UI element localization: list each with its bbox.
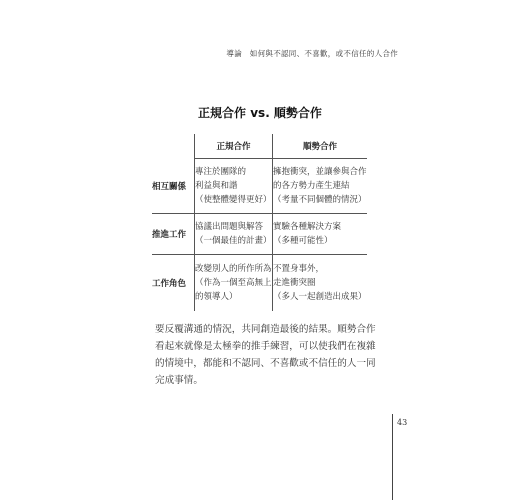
formal-cell bbox=[195, 214, 273, 255]
cell-line: 協議出問題與解答 bbox=[195, 222, 264, 232]
cell-line: （作為一個至高無上 bbox=[195, 278, 272, 288]
page-number-divider bbox=[392, 414, 393, 500]
row-label: 推進工作 bbox=[152, 214, 195, 255]
cell-line: 擁抱衝突，並讓參與合作 bbox=[273, 167, 367, 177]
paragraph-line: 的情境中，都能和不認同、不喜歡或不信任的人一同 bbox=[155, 358, 376, 369]
paragraph-line: 完成事情。 bbox=[155, 375, 203, 386]
cell-line: 專注於團隊的 bbox=[195, 167, 247, 177]
body-paragraph bbox=[155, 321, 385, 389]
table-title: 正規合作 vs. 順勢合作 bbox=[198, 106, 322, 120]
table-corner bbox=[152, 134, 195, 159]
cell-line: （使整體變得更好） bbox=[195, 195, 272, 205]
table-header-row bbox=[152, 134, 367, 159]
cell-line: （多人一起創造出成果） bbox=[273, 292, 367, 302]
table-row bbox=[152, 214, 367, 255]
cell-line: 的領導人） bbox=[195, 292, 238, 302]
formal-cell bbox=[195, 159, 273, 214]
cell-line: 改變別人的所作所為 bbox=[195, 264, 272, 274]
cell-line: 的各方勢力產生連結 bbox=[273, 181, 350, 191]
flow-cell bbox=[273, 255, 368, 312]
cell-line: （一個最佳的計畫） bbox=[195, 236, 272, 246]
cell-line: （考量不同個體的情況） bbox=[273, 195, 367, 205]
cell-line: 走進衝突圈 bbox=[273, 278, 316, 288]
page-number: 43 bbox=[397, 418, 408, 427]
formal-cell bbox=[195, 255, 273, 312]
cell-line: （多種可能性） bbox=[273, 236, 333, 246]
row-label: 相互關係 bbox=[152, 159, 195, 214]
comparison-table bbox=[152, 134, 367, 311]
paragraph-line: 看起來就像是太極拳的推手練習，可以使我們在複雜 bbox=[155, 341, 376, 352]
flow-cell bbox=[273, 159, 368, 214]
cell-line: 實驗各種解決方案 bbox=[273, 222, 342, 232]
row-label: 工作角色 bbox=[152, 279, 187, 289]
table-row bbox=[152, 159, 367, 214]
table-row bbox=[152, 255, 367, 312]
column-header-flow: 順勢合作 bbox=[273, 134, 368, 159]
column-header-formal: 正規合作 bbox=[195, 134, 273, 159]
running-header: 導論 如何與不認同、不喜歡，或不信任的人合作 bbox=[226, 49, 398, 58]
flow-cell bbox=[273, 214, 368, 255]
paragraph-line: 要反覆溝通的情況，共同創造最後的結果。順勢合作 bbox=[155, 324, 376, 335]
cell-line: 利益與和諧 bbox=[195, 181, 238, 191]
cell-line: 不置身事外， bbox=[273, 264, 325, 274]
